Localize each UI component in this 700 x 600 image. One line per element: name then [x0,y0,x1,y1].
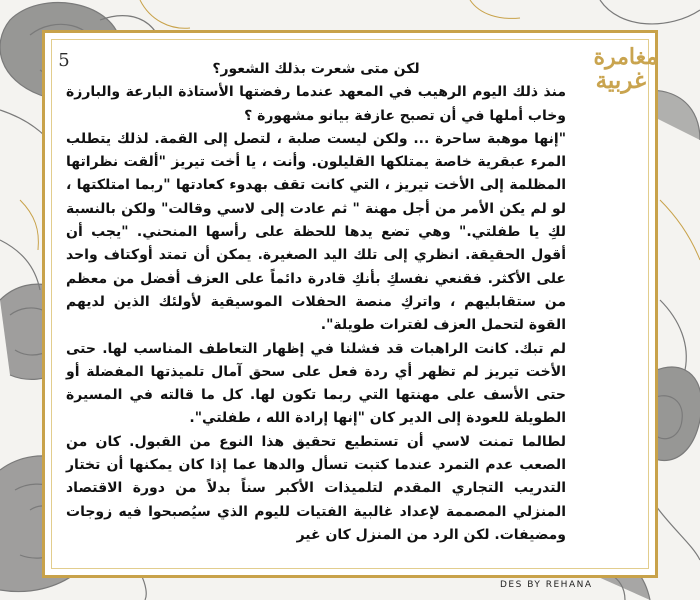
paragraph-question: لكن متى شعرت بذلك الشعور؟ [212,61,420,77]
novel-logo [564,42,668,112]
page-number: 5 [58,50,70,71]
paragraph-4: لطالما تمنت لاسي أن تستطيع تحقيق هذا النوع من القبول. كان من الصعب عدم التمرد عندما كتبت تسأل والدها عما إذا كان يمكنها أن تختار التدريب التجاري المقدم لتلميذات الأكبر سناً بدلاً من دورة الاقتصاد المنزلي المصممة لإعداد غالبية الفتيات لليوم الذي سيُصبحوا فيه زوجات ومضيفات. لكن الرد من المنزل كان غير [66,433,566,543]
logo-text-line2: غربية [595,67,646,94]
designer-credit: DES BY REHANA [500,580,593,590]
story-text [66,58,566,547]
logo-text-line1: مغامرة [593,44,658,70]
paragraph-3: لم تبك. كانت الراهبات قد فشلنا في إظهار التعاطف المناسب لها. حتى الأخت تيريز لم تظهر أي ردة فعل على سحق آمال تلميذتها المفضلة أو حتى الأسف على مهنتها التي ربما تكون لها. كل ما قالته في المسيرة الطويلة للعودة إلى الدير كان "إنها إرادة الله ، طفلتي". [66,340,566,427]
paragraph-1: منذ ذلك اليوم الرهيب في المعهد عندما رفضتها الأستاذة البارعة والبارزة وخاب أملها في أن تصبح عازفة بيانو مشهورة ؟ [66,84,566,124]
paragraph-2: "إنها موهبة ساحرة ... ولكن ليست صلبة ، لتصل إلى القمة. لذلك يتطلب المرء عبقرية خاصة يمتلكها القليلون. وأنت ، يا أخت تيريز "ألقت نظراتها المظلمة إلى الأخت تيريز ، التي كانت تقف بهدوء كعادتها "ربما امتلكتها ، لو لم يكن الأمر من أجل مهنة " ثم عادت إلى لاسي وقالت" ولكن بالنسبة لكِ يا طفلتي." وهي تضع يدها للحظة على رأسها المنحني. "يجب أن أقول الحقيقة. انظري إلى تلك اليد الصغيرة. يمكن أن تمتد أوكتاف واحد على الأكثر. فقنعي نفسكِ بأنكِ قادرة دائماً على العزف أفضل من معظم من ستقابليهم ، واتركِ منصة الحفلات الموسيقية لأولئك الذين لديهم القوة لتحمل العزف لفترات طويلة". [66,130,566,334]
